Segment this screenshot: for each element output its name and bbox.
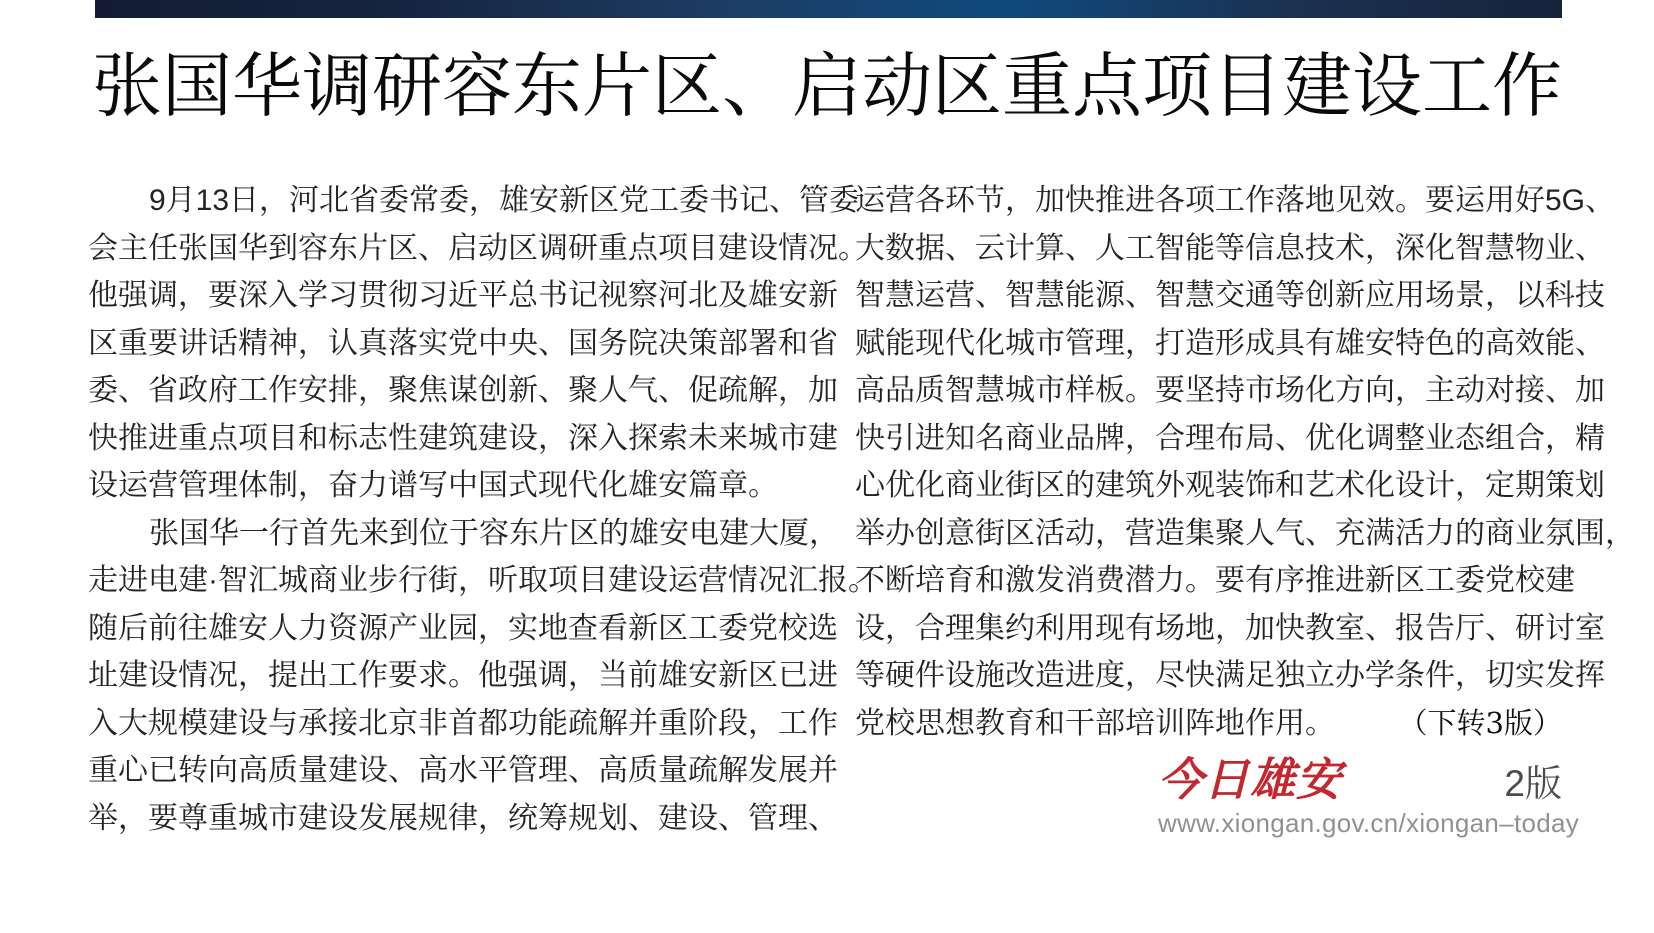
article-line: 智慧运营、智慧能源、智慧交通等创新应用场景，以科技 xyxy=(855,279,1605,312)
article-line: 址建设情况，提出工作要求。他强调，当前雄安新区已进 xyxy=(88,659,838,692)
article-line: 党校思想教育和干部培训阵地作用。 xyxy=(855,706,1335,740)
article-line: 区重要讲话精神，认真落实党中央、国务院决策部署和省 xyxy=(88,326,838,360)
article-line: 委、省政府工作安排，聚焦谋创新、聚人气、促疏解，加 xyxy=(88,374,838,407)
article-line: 设运营管理体制，奋力谱写中国式现代化雄安篇章。 xyxy=(88,469,778,502)
article-column-left xyxy=(88,177,878,842)
article-line: 举办创意街区活动，营造集聚人气、充满活力的商业氛围， xyxy=(855,516,1635,550)
article-line: 张国华一行首先来到位于容东片区的雄安电建大厦， xyxy=(149,516,839,550)
article-line: 大数据、云计算、人工智能等信息技术，深化智慧物业、 xyxy=(855,231,1605,265)
article-last-line xyxy=(855,700,1562,748)
article-line: 快推进重点项目和标志性建筑建设，深入探索未来城市建 xyxy=(88,421,838,455)
article-line: 赋能现代化城市管理，打造形成具有雄安特色的高效能、 xyxy=(855,326,1605,360)
article-line: 重心已转向高质量建设、高水平管理、高质量疏解发展并 xyxy=(88,754,838,787)
page-footer xyxy=(1158,752,1580,838)
article-line: 心优化商业街区的建筑外观装饰和艺术化设计，定期策划 xyxy=(855,469,1605,502)
article-line: 入大规模建设与承接北京非首都功能疏解并重阶段，工作 xyxy=(88,706,838,740)
article-line: 会主任张国华到容东片区、启动区调研重点项目建设情况。 xyxy=(88,231,868,265)
article-column-right xyxy=(855,177,1635,747)
article-line: 高品质智慧城市样板。要坚持市场化方向，主动对接、加 xyxy=(855,374,1605,407)
article-line: 不断培育和激发消费潜力。要有序推进新区工委党校建 xyxy=(855,564,1575,597)
article-line: 设，合理集约利用现有场地，加快教室、报告厅、研讨室 xyxy=(855,611,1605,645)
article-line: 走进电建·智汇城商业步行街，听取项目建设运营情况汇报。 xyxy=(88,564,878,597)
footer-brand-row xyxy=(1158,752,1562,806)
article-line: 运营各环节，加快推进各项工作落地见效。要运用好5G、 xyxy=(855,184,1616,217)
article-line: 快引进知名商业品牌，合理布局、优化调整业态组合，精 xyxy=(855,421,1605,455)
article-line: 随后前往雄安人力资源产业园，实地查看新区工委党校选 xyxy=(88,611,838,645)
page-number: 2版 xyxy=(1504,763,1562,804)
article-line: 举，要尊重城市建设发展规律，统筹规划、建设、管理、 xyxy=(88,801,838,835)
masthead-bar xyxy=(95,0,1562,18)
article-headline: 张国华调研容东片区、启动区重点项目建设工作 xyxy=(92,45,1562,127)
today-xiongan-logo: 今日雄安 xyxy=(1158,753,1343,806)
article-line: 等硬件设施改造进度，尽快满足独立办学条件，切实发挥 xyxy=(855,659,1605,692)
article-line: 9月13日，河北省委常委，雄安新区党工委书记、管委 xyxy=(149,184,860,217)
article-line: 他强调，要深入学习贯彻习近平总书记视察河北及雄安新 xyxy=(88,279,838,312)
jump-note: （下转3版） xyxy=(1398,705,1562,740)
site-url: www.xiongan.gov.cn/xiongan–today xyxy=(1158,808,1580,838)
